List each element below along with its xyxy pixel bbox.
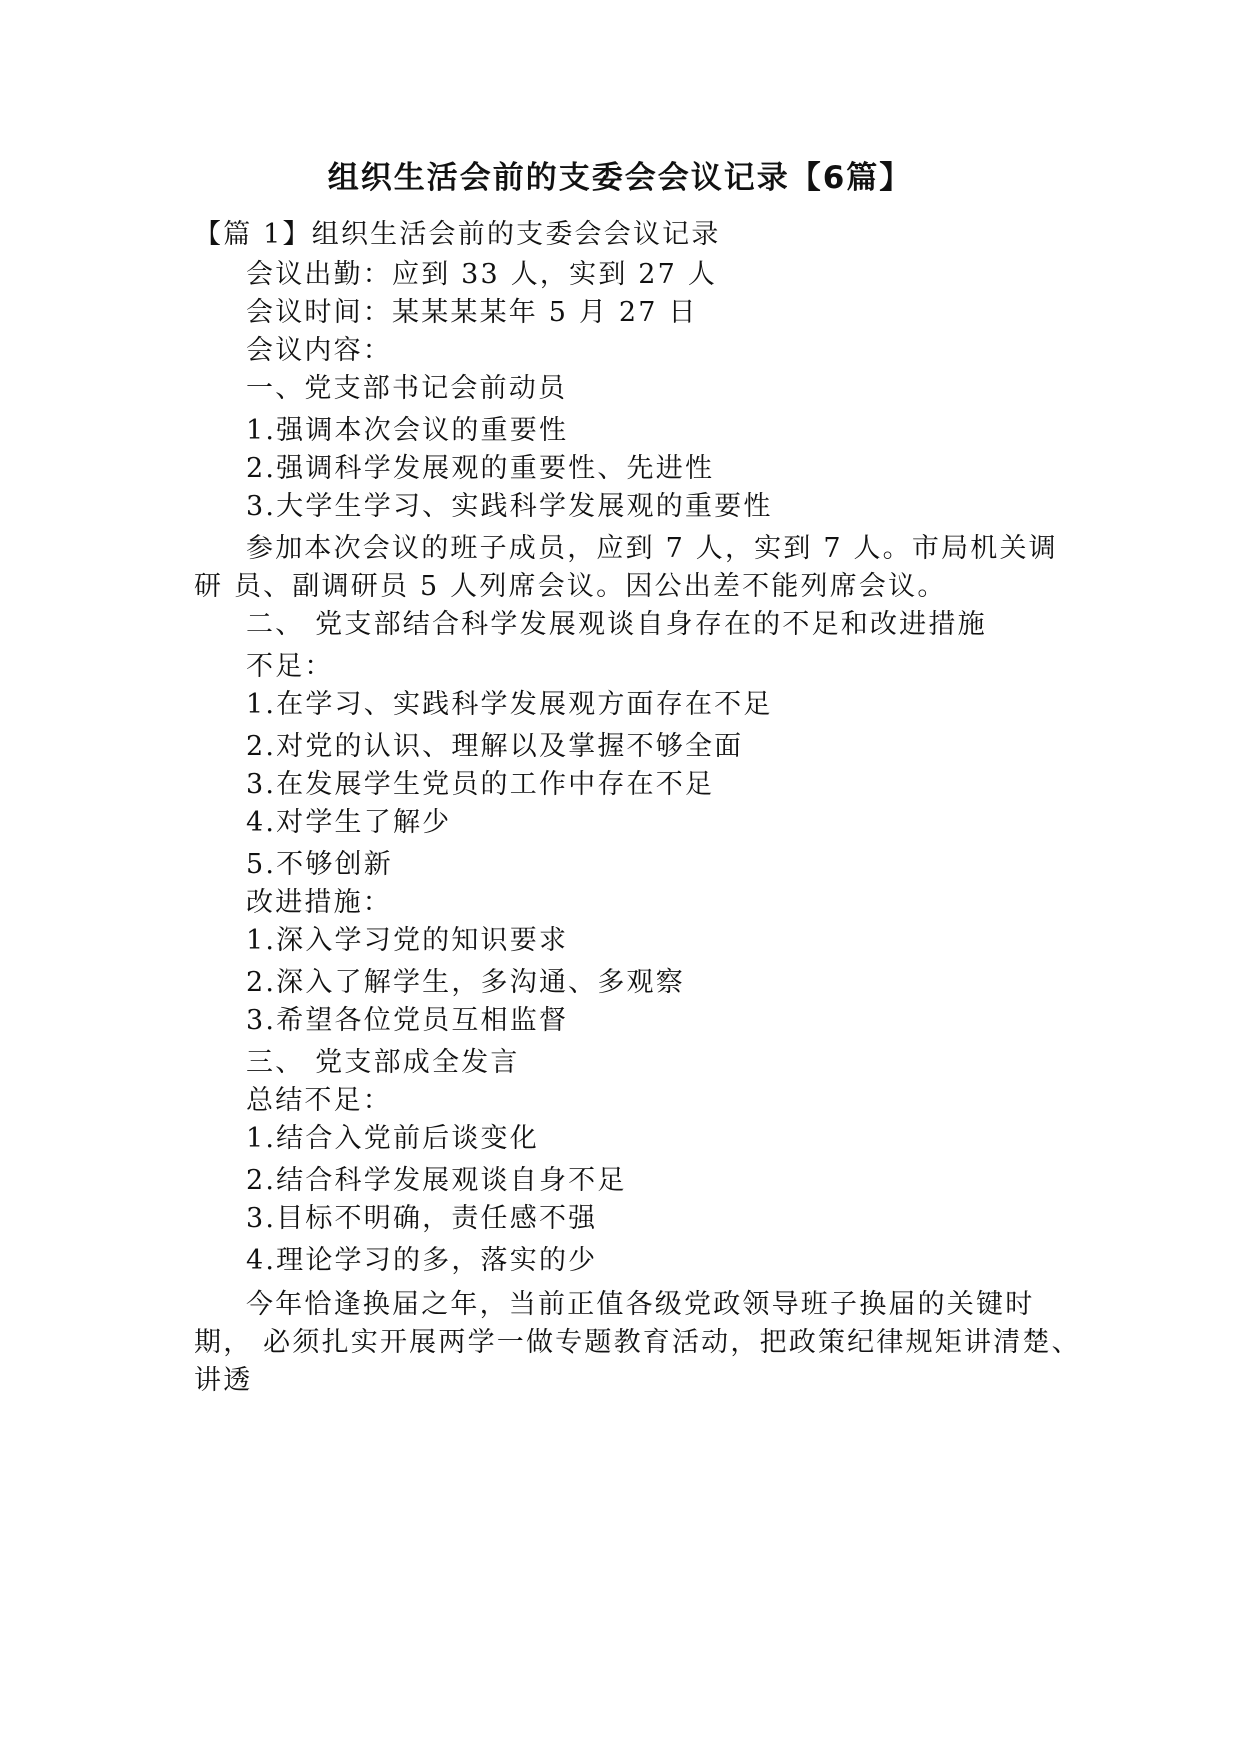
text-line: 讲透 [194,1365,253,1396]
text-line: 3.目标不明确，责任感不强 [246,1203,598,1234]
text-line: 3.在发展学生党员的工作中存在不足 [246,769,715,800]
text-line: 期， 必须扎实开展两学一做专题教育活动，把政策纪律规矩讲清楚、 [194,1327,1081,1358]
text-line: 一、党支部书记会前动员 [246,373,568,404]
text-line: 会议出勤：应到 33 人，实到 27 人 [246,259,718,290]
text-line: 三、 党支部成全发言 [246,1047,520,1078]
text-line: 研 员、副调研员 5 人列席会议。因公出差不能列席会议。 [194,571,947,602]
text-line: 4.理论学习的多，落实的少 [246,1245,598,1276]
text-line: 2.强调科学发展观的重要性、先进性 [246,453,715,484]
text-line: 总结不足： [246,1085,392,1116]
text-line: 2.对党的认识、理解以及掌握不够全面 [246,731,744,762]
text-line: 会议内容： [246,335,392,366]
text-line: 2.深入了解学生，多沟通、多观察 [246,967,685,998]
text-line: 改进措施： [246,887,392,918]
text-line: 不足： [246,651,334,682]
text-line: 参加本次会议的班子成员，应到 7 人，实到 7 人。市局机关调 [246,533,1058,564]
text-line: 1.强调本次会议的重要性 [246,415,569,446]
text-line: 二、 党支部结合科学发展观谈自身存在的不足和改进措施 [246,609,987,640]
text-line: 3.希望各位党员互相监督 [246,1005,569,1036]
text-line: 1.结合入党前后谈变化 [246,1123,539,1154]
text-line: 会议时间：某某某某年 5 月 27 日 [246,297,698,328]
text-line: 5.不够创新 [246,849,393,880]
text-line: 1.深入学习党的知识要求 [246,925,569,956]
text-line: 今年恰逢换届之年，当前正值各级党政领导班子换届的关键时 [246,1289,1035,1320]
text-line: 1.在学习、实践科学发展观方面存在不足 [246,689,773,720]
text-line: 3.大学生学习、实践科学发展观的重要性 [246,491,773,522]
document-title: 组织生活会前的支委会会议记录【6篇】 [327,160,913,196]
section-heading: 【篇 1】组织生活会前的支委会会议记录 [194,219,721,250]
text-line: 4.对学生了解少 [246,807,452,838]
text-line: 2.结合科学发展观谈自身不足 [246,1165,627,1196]
